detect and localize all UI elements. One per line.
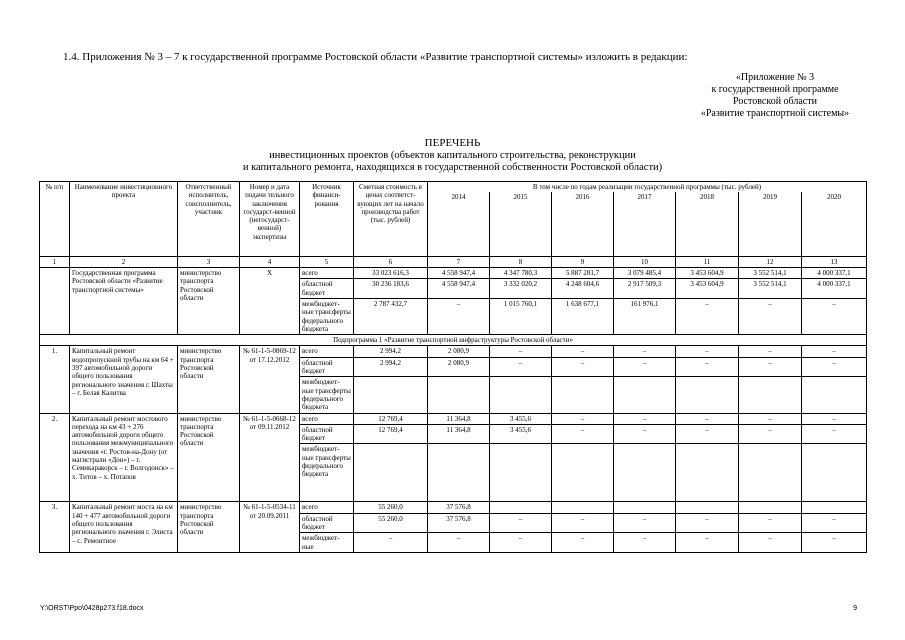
year-value (676, 502, 739, 513)
year-value: – (802, 298, 867, 334)
column-number: 13 (802, 256, 867, 267)
year-value: – (676, 513, 739, 533)
column-number: 7 (428, 256, 490, 267)
year-value: 4 000 337,1 (802, 279, 867, 299)
cost (354, 377, 428, 413)
year-value: 3 453 604,9 (676, 279, 739, 299)
cost: 33 023 616,3 (354, 268, 428, 279)
expertise: № 61-1-5-0668-12 от 09.11.2012 (240, 413, 300, 502)
project-name: Государственная программа Ростовской области «Развитие транспортной системы» (70, 268, 178, 335)
file-path-footer: Y:\ORST\Ppo\0428p273.f18.docx (40, 605, 144, 612)
document-subtitle: инвестиционных проектов (объектов капитального строительства, реконструкции (269, 150, 636, 161)
year-value: – (802, 357, 867, 377)
year-value: 4 000 337,1 (802, 268, 867, 279)
column-number: 11 (676, 256, 739, 267)
header-cost: Сметная стоимость в ценах соответст-вующих лет на начало производства работ (тыс. рублей) (354, 182, 428, 257)
year-value: 3 332 020,2 (490, 279, 552, 299)
year-value: 4 558 947,4 (428, 268, 490, 279)
table-row (40, 413, 867, 424)
source: межбюджет-ные трансферты федерального бюджета (300, 298, 354, 334)
year-value (428, 377, 490, 413)
year-value: 161 976,1 (614, 298, 676, 334)
source: всего (300, 502, 354, 513)
year-value: – (552, 424, 614, 444)
year-value (490, 444, 552, 502)
expertise: № 61-1-5-0869-12 от 17.12.2012 (240, 346, 300, 413)
project-name: Капитальный ремонт водопропускной трубы на км 64 + 397 автомобильной дороги общего пользования регионального значения г. Шахты – г. Белая Калитва (70, 346, 178, 413)
year-value: 11 364,8 (428, 413, 490, 424)
header-years-group: В том числе по годам реализации государственной программы (тыс. рублей) (428, 182, 867, 193)
year-value (739, 502, 802, 513)
appendix-line: «Развитие транспортной системы» (700, 108, 850, 119)
year-value (802, 444, 867, 502)
column-number: 2 (70, 256, 178, 267)
year-value: – (739, 413, 802, 424)
column-number-row (40, 256, 867, 267)
row-num: 2. (40, 413, 70, 502)
column-number: 10 (614, 256, 676, 267)
year-value: – (490, 346, 552, 357)
cost (354, 444, 428, 502)
column-number: 6 (354, 256, 428, 267)
year-value: 37 576,8 (428, 513, 490, 533)
year-value: 3 453 604,9 (676, 268, 739, 279)
year-value: 3 552 514,1 (739, 279, 802, 299)
year-value: 4 248 604,6 (552, 279, 614, 299)
year-value: – (802, 413, 867, 424)
year-value: 1 015 760,1 (490, 298, 552, 334)
year-value: – (739, 533, 802, 553)
cost: 2 787 432,7 (354, 298, 428, 334)
responsible: министерство транспорта Ростовской области (178, 413, 240, 502)
appendix-line: «Приложение № 3 (735, 72, 815, 83)
source: межбюджет-ные (300, 533, 354, 553)
column-number: 1 (40, 256, 70, 267)
cost: 2 994,2 (354, 357, 428, 377)
project-name: Капитальный ремонт мостового перехода на км 43 + 276 автомобильной дороги общего пользования межмуниципального значения «г. Ростов-на-Дону (от магистрали «Дон») – г. Семикаракорск – г. Волгодонск» – х. Титов – х. Потапов (70, 413, 178, 502)
project-name: Капитальный ремонт моста на км 140 + 477 автомобильной дороги общего пользования регионального значения г. Элиста – с. Ремонтное (70, 502, 178, 552)
year-value: – (552, 533, 614, 553)
header-year: 2020 (802, 192, 867, 256)
year-value: 2 917 509,3 (614, 279, 676, 299)
year-value: – (802, 424, 867, 444)
table-row (40, 346, 867, 357)
year-value (614, 377, 676, 413)
header-source: Источник финанси-рования (300, 182, 354, 257)
year-value (428, 444, 490, 502)
column-number: 4 (240, 256, 300, 267)
year-value: 3 455,6 (490, 424, 552, 444)
year-value (614, 444, 676, 502)
year-value (490, 377, 552, 413)
subprogram-title: Подпрограмма 1 «Развитие транспортной инфраструктуры Ростовской области» (40, 335, 867, 346)
column-number: 3 (178, 256, 240, 267)
year-value: – (614, 533, 676, 553)
year-value (739, 444, 802, 502)
table-row (40, 268, 867, 279)
header-year: 2019 (739, 192, 802, 256)
header-project-name: Наименование инвестиционного проекта (70, 182, 178, 257)
source: всего (300, 268, 354, 279)
year-value (676, 377, 739, 413)
year-value (614, 502, 676, 513)
year-value: – (552, 346, 614, 357)
source: всего (300, 346, 354, 357)
cost: 2 994,2 (354, 346, 428, 357)
year-value: 3 455,6 (490, 413, 552, 424)
header-expertise: Номер и дата подачи тельного заключения государст-венной (негосударст-венной) экспертизы (240, 182, 300, 257)
year-value: – (428, 298, 490, 334)
document-subtitle: и капитального ремонта, находящихся в государственной собственности Ростовской области) (242, 162, 663, 173)
year-value: 2 080,9 (428, 346, 490, 357)
page-number: 9 (853, 605, 857, 612)
cost: 55 260,0 (354, 502, 428, 513)
document-title: ПЕРЕЧЕНЬ (424, 137, 481, 149)
year-value: – (739, 424, 802, 444)
appendix-header (690, 72, 860, 120)
year-value (552, 377, 614, 413)
cost: 12 769,4 (354, 424, 428, 444)
year-value: – (739, 357, 802, 377)
year-value (552, 444, 614, 502)
header-num: № п/п (40, 182, 70, 257)
source: областной бюджет (300, 279, 354, 299)
cost: 55 260,0 (354, 513, 428, 533)
source: областной бюджет (300, 357, 354, 377)
year-value: – (739, 346, 802, 357)
year-value: – (739, 298, 802, 334)
year-value: – (428, 533, 490, 553)
year-value: – (614, 413, 676, 424)
year-value: – (552, 513, 614, 533)
year-value: – (490, 513, 552, 533)
year-value: – (676, 346, 739, 357)
responsible: министерство транспорта Ростовской области (178, 346, 240, 413)
source: межбюджет-ные трансферты федерального бюджета (300, 444, 354, 502)
cost: – (354, 533, 428, 553)
year-value: 4 558 947,4 (428, 279, 490, 299)
year-value: – (676, 533, 739, 553)
appendix-line: Ростовской области (733, 96, 817, 107)
year-value (802, 502, 867, 513)
year-value: 2 080,9 (428, 357, 490, 377)
cost: 30 236 183,6 (354, 279, 428, 299)
source: областной бюджет (300, 424, 354, 444)
column-number: 8 (490, 256, 552, 267)
header-year: 2014 (428, 192, 490, 256)
year-value: – (614, 513, 676, 533)
source: областной бюджет (300, 513, 354, 533)
responsible: министерство транспорта Ростовской области (178, 268, 240, 335)
source: межбюджет-ные трансферты федерального бюджета (300, 377, 354, 413)
year-value: 3 552 514,1 (739, 268, 802, 279)
expertise: Х (240, 268, 300, 335)
year-value (490, 502, 552, 513)
column-number: 5 (300, 256, 354, 267)
year-value: – (802, 533, 867, 553)
year-value: – (676, 357, 739, 377)
header-year: 2017 (614, 192, 676, 256)
year-value: 4 347 780,3 (490, 268, 552, 279)
year-value (676, 444, 739, 502)
year-value: 5 887 281,7 (552, 268, 614, 279)
column-number: 12 (739, 256, 802, 267)
header-row (40, 182, 867, 193)
year-value: – (490, 533, 552, 553)
year-value: – (676, 424, 739, 444)
year-value: – (614, 357, 676, 377)
header-responsible: Ответственный исполнитель, соисполнитель, участник (178, 182, 240, 257)
header-year: 2015 (490, 192, 552, 256)
investment-projects-table (39, 181, 867, 553)
intro-paragraph: 1.4. Приложения № 3 – 7 к государственной программе Ростовской области «Развитие транспортной системы» изложить в редакции: (63, 51, 688, 63)
year-value: – (676, 298, 739, 334)
year-value: – (802, 346, 867, 357)
year-value (739, 377, 802, 413)
year-value: – (552, 413, 614, 424)
year-value: – (676, 413, 739, 424)
table-row (40, 502, 867, 513)
row-num: 3. (40, 502, 70, 552)
year-value: – (614, 424, 676, 444)
header-year: 2016 (552, 192, 614, 256)
header-year: 2018 (676, 192, 739, 256)
year-value: – (614, 346, 676, 357)
row-num (40, 268, 70, 335)
expertise: № 61-1-5-0534-11 от 20.09.2011 (240, 502, 300, 552)
year-value: 11 364,8 (428, 424, 490, 444)
year-value: – (739, 513, 802, 533)
column-number: 9 (552, 256, 614, 267)
year-value: – (490, 357, 552, 377)
cost: 12 769,4 (354, 413, 428, 424)
row-num: 1. (40, 346, 70, 413)
year-value: 3 079 485,4 (614, 268, 676, 279)
source: всего (300, 413, 354, 424)
year-value: 1 638 677,1 (552, 298, 614, 334)
appendix-line: к государственной программе (711, 84, 839, 95)
year-value: – (552, 357, 614, 377)
responsible: министерство транспорта Ростовской области (178, 502, 240, 552)
year-value: 37 576,8 (428, 502, 490, 513)
year-value (552, 502, 614, 513)
subprogram-row (40, 335, 867, 346)
year-value: – (802, 513, 867, 533)
year-value (802, 377, 867, 413)
